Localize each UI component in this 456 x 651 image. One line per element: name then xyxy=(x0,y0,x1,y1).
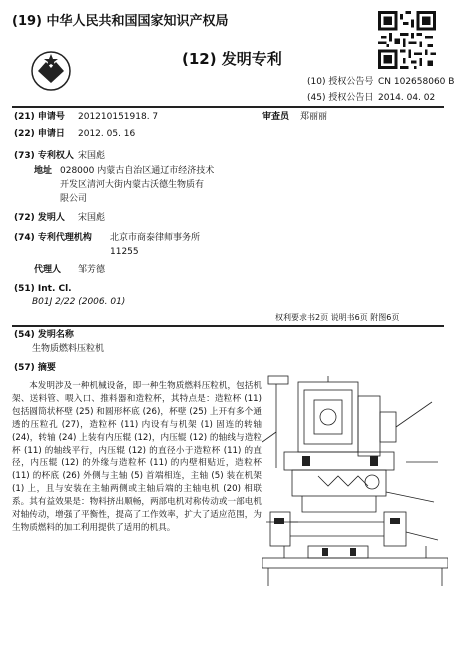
filing-date: 2012. 05. 16 xyxy=(78,129,136,139)
address-line: 028000 内蒙古自治区通辽市经济技术 xyxy=(60,166,215,176)
examiner-label: 审查员 xyxy=(262,112,290,122)
application-number: 201210151918. 7 xyxy=(78,112,159,122)
issuing-office: (19) 中华人民共和国国家知识产权局 xyxy=(12,14,229,29)
national-emblem-icon xyxy=(30,50,72,92)
application-number-label: (21) 申请号 xyxy=(14,112,65,122)
agency-name: 北京市商泰律师事务所 xyxy=(110,233,201,243)
filing-date-label: (22) 申请日 xyxy=(14,129,65,139)
patentee-label: (73) 专利权人 xyxy=(14,151,74,161)
document-kind: (12) 发明专利 xyxy=(182,50,282,68)
address-line: 限公司 xyxy=(60,194,88,204)
patentee-name: 宋国彪 xyxy=(78,151,106,161)
agent-label: 代理人 xyxy=(34,265,62,275)
ipc-label: (51) Int. Cl. xyxy=(14,284,72,294)
machine-drawing-figure xyxy=(262,372,448,590)
biblio-divider xyxy=(12,325,444,327)
address-label: 地址 xyxy=(34,166,53,176)
inventor-name: 宋国彪 xyxy=(78,213,106,223)
page-counts: 权利要求书2页 说明书6页 附图6页 xyxy=(275,313,400,322)
ipc-code: B01J 2/22 (2006. 01) xyxy=(32,297,126,307)
inventor-label: (72) 发明人 xyxy=(14,213,65,223)
qr-code xyxy=(378,11,436,69)
agency-code: 11255 xyxy=(110,247,139,257)
invention-title-label: (54) 发明名称 xyxy=(14,330,74,340)
examiner-name: 郑丽丽 xyxy=(300,112,328,122)
publication-date: 2014. 04. 02 xyxy=(378,93,436,103)
agent-name: 邹芳德 xyxy=(78,265,106,275)
abstract-label: (57) 摘要 xyxy=(14,363,56,373)
address-line: 开发区清河大街内蒙古沃德生物质有 xyxy=(60,180,205,190)
publication-number-label: (10) 授权公告号 xyxy=(307,77,374,87)
agency-label: (74) 专利代理机构 xyxy=(14,233,92,243)
abstract-text: 本发明涉及一种机械设备，即一种生物质燃料压粒机，包括机架、送料管、喂入口、推料器和造粒杯，其特点是：造粒杯 (11) 包括圆筒状杯壁 (25) 和圆形杯底 (26)，杯壁 (25) 上开有多个通透的压粒孔 (27)，造粒杯 (11) 内设有与机架 (1) 固连的转轴 (24)，转轴 (24) 上装有内压辊 (12)，内压辊 (12) 的轴线与造粒杯 (11) 的轴线平行，内压辊 (12) 的直径小于造粒杯 (11) 的直径，内压辊 (12) 的外缘与造粒杯 (11) 的内壁相贴近，造粒杯 (11) 的杯底 (26) 外侧与主轴 (5) 首端相连，主轴 (5) 装在机架 (1) 上，且与安装在主轴两侧或主轴后端的主轴电机 (20) 相联系。其有益效果是：物料挤出顺畅，两部电机对称传动或一部电机对轴传动，增强了平衡性，提高了工作效率，扩大了适应范围，为生物质燃料的加工利用提供了适用的机具。 xyxy=(12,381,262,533)
invention-title: 生物质燃料压粒机 xyxy=(32,344,105,354)
publication-date-label: (45) 授权公告日 xyxy=(307,93,374,103)
publication-number: CN 102658060 B xyxy=(378,77,455,87)
header-divider xyxy=(12,106,444,108)
